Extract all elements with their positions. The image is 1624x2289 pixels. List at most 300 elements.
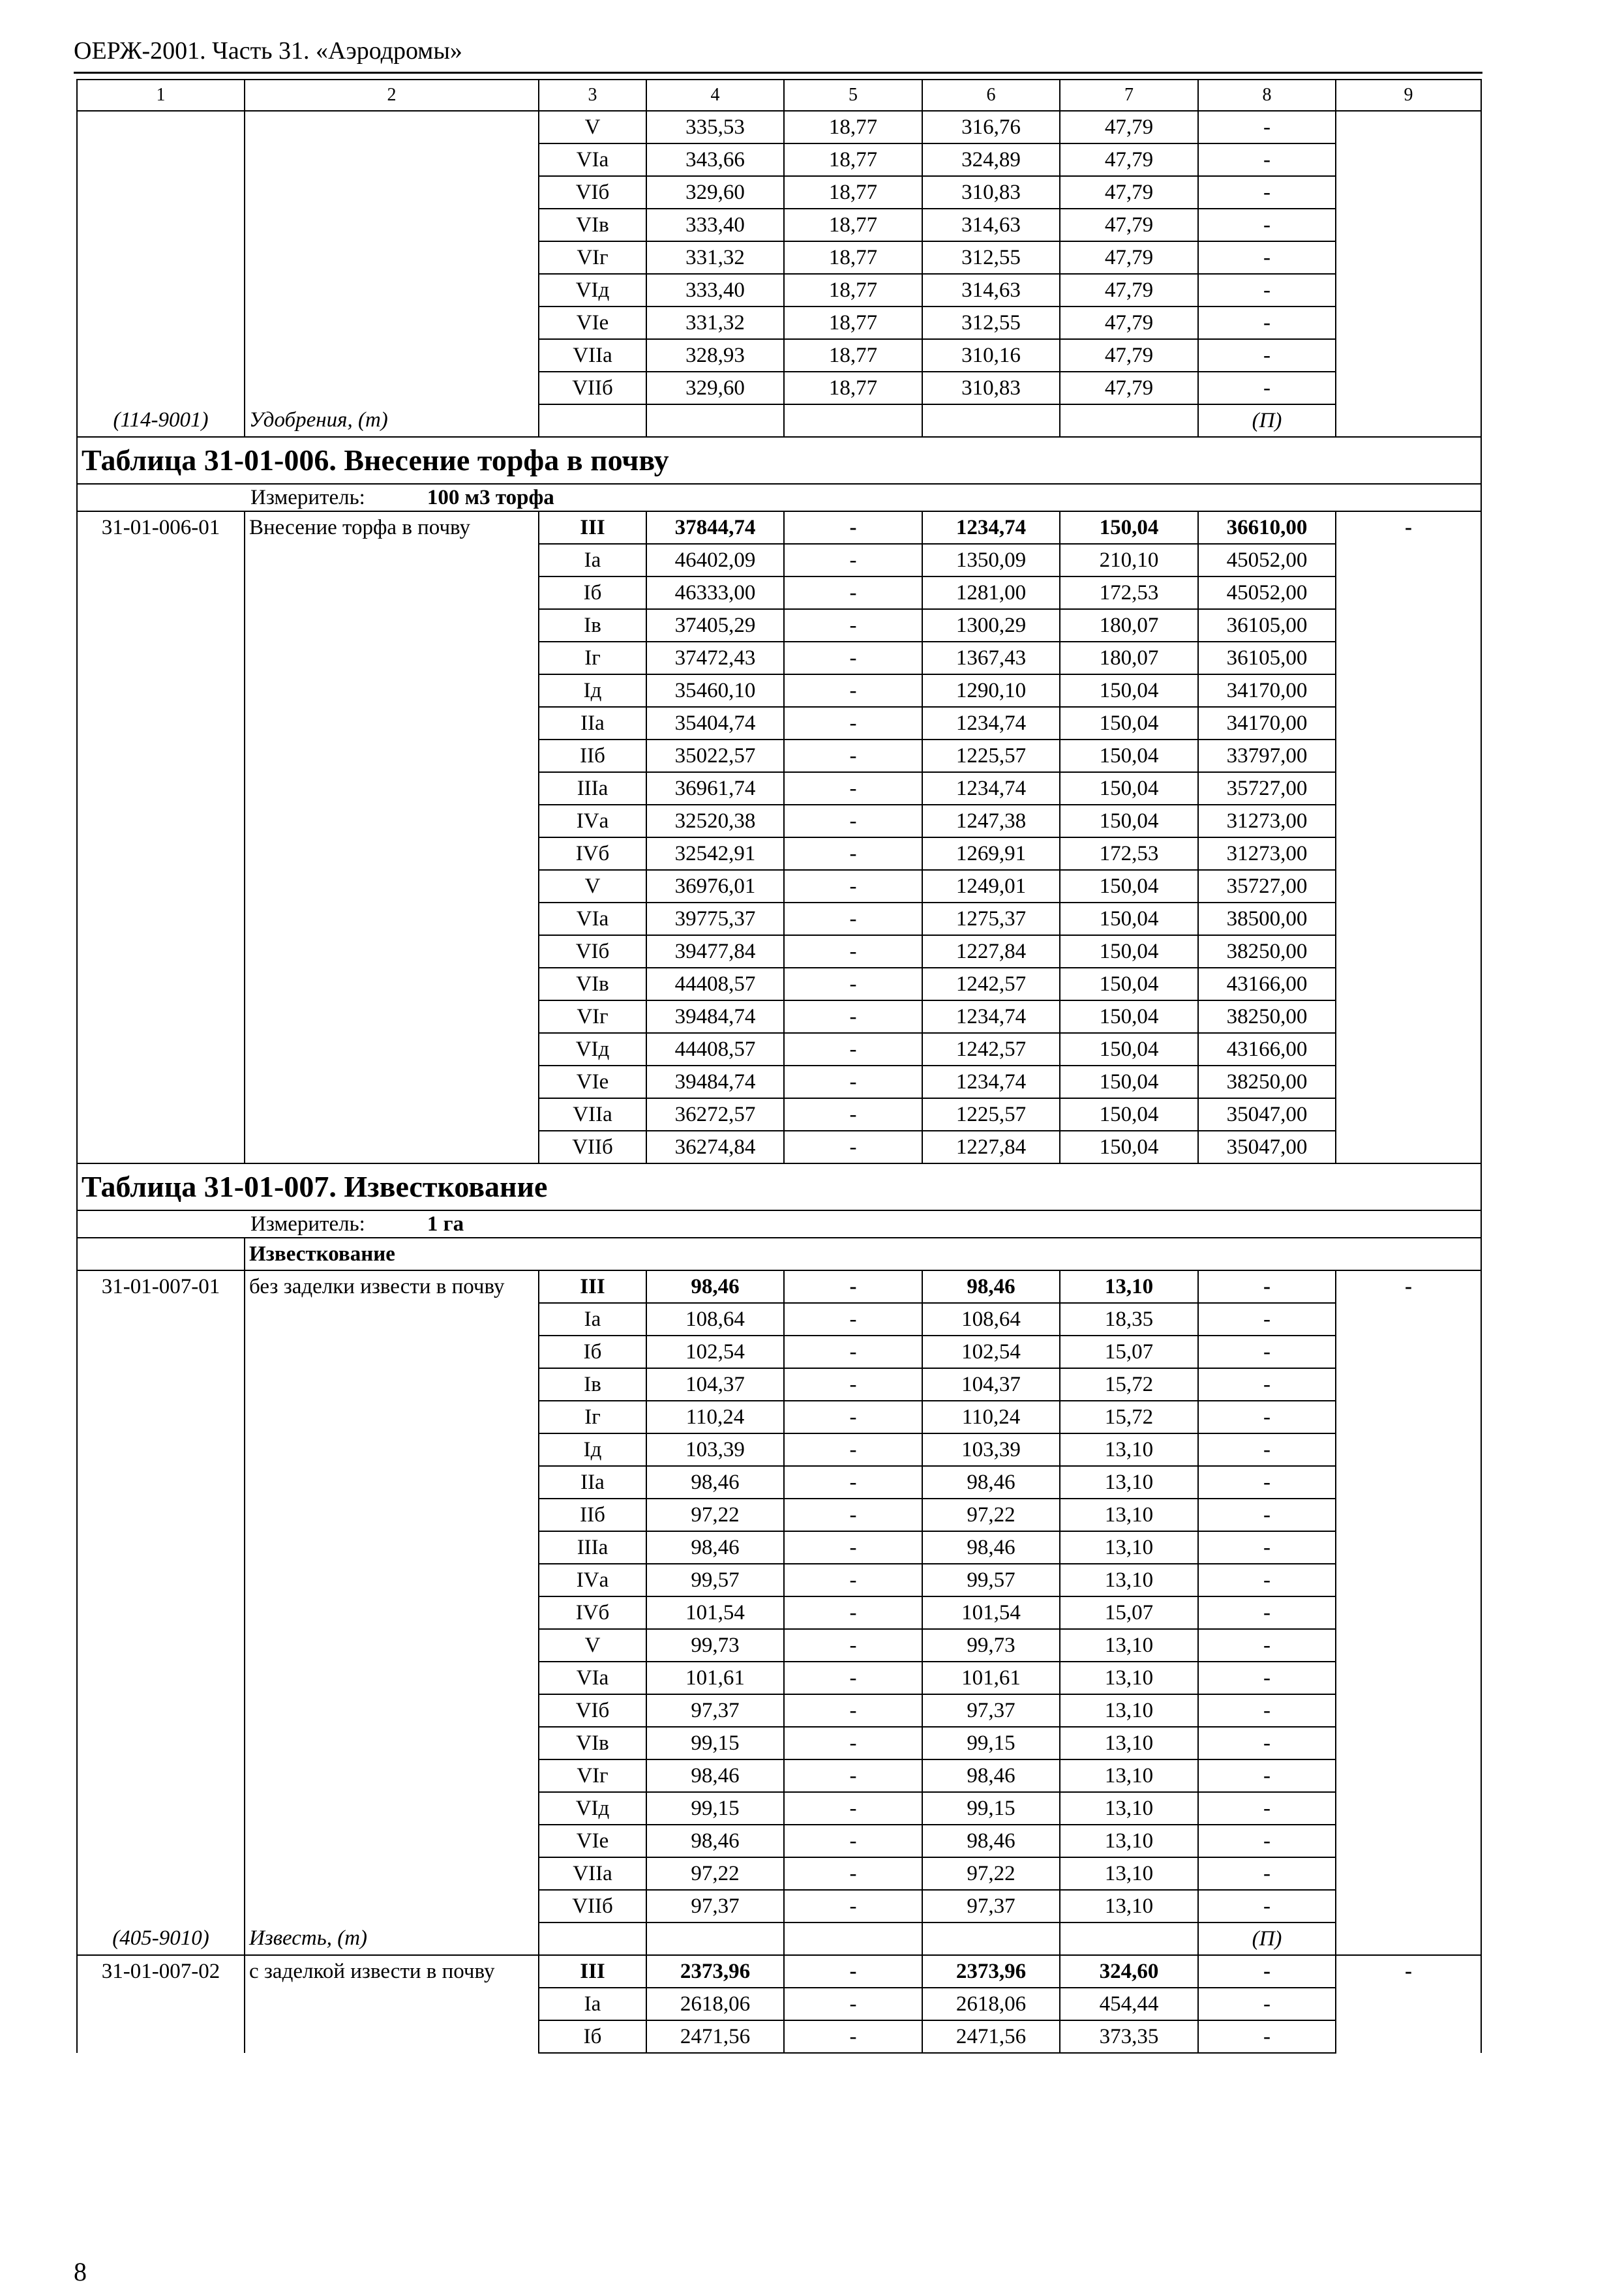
value-cell: - xyxy=(1198,1499,1336,1531)
column-number: 6 xyxy=(922,80,1060,111)
unit-value: 100 м3 торфа xyxy=(427,486,554,509)
table-row-main xyxy=(77,1270,1481,1303)
value-cell: - xyxy=(784,642,922,674)
value-cell: - xyxy=(1198,1564,1336,1596)
value-cell: VIд xyxy=(539,274,646,307)
value-cell: 18,77 xyxy=(784,176,922,209)
empty-cell xyxy=(539,1922,646,1955)
section-title-row xyxy=(77,1163,1481,1210)
value-cell: VIа xyxy=(539,143,646,176)
value-cell: - xyxy=(784,544,922,576)
value-cell: - xyxy=(1198,143,1336,176)
value-cell: 172,53 xyxy=(1060,576,1198,609)
value-cell: 18,77 xyxy=(784,111,922,143)
value-cell: 1249,01 xyxy=(922,870,1060,903)
value-cell: 97,22 xyxy=(646,1857,784,1890)
resource-code: (405-9010) xyxy=(77,1922,245,1955)
value-cell: IIб xyxy=(539,1499,646,1531)
value-cell: - xyxy=(784,1336,922,1368)
value-cell: 343,66 xyxy=(646,143,784,176)
value-cell: Iб xyxy=(539,2020,646,2053)
value-cell: 98,46 xyxy=(922,1466,1060,1499)
value-cell: Iг xyxy=(539,642,646,674)
value-cell: 47,79 xyxy=(1060,111,1198,143)
value-cell: VIв xyxy=(539,209,646,241)
value-cell: 1234,74 xyxy=(922,1000,1060,1033)
value-cell: 98,46 xyxy=(922,1825,1060,1857)
value-cell: 314,63 xyxy=(922,209,1060,241)
value-cell: 47,79 xyxy=(1060,307,1198,339)
value-cell: 150,04 xyxy=(1060,1000,1198,1033)
value-cell: 1234,74 xyxy=(922,1066,1060,1098)
value-cell: 18,77 xyxy=(784,372,922,404)
value-cell: 13,10 xyxy=(1060,1857,1198,1890)
rate-name: Внесение торфа в почву xyxy=(245,511,539,1163)
value-cell: 37844,74 xyxy=(646,511,784,544)
value-cell: 38250,00 xyxy=(1198,1000,1336,1033)
value-cell: 35727,00 xyxy=(1198,870,1336,903)
rate-name: с заделкой извести в почву xyxy=(245,1955,539,2053)
rate-code: 31-01-007-01 xyxy=(77,1270,245,1922)
value-cell: 150,04 xyxy=(1060,935,1198,968)
value-cell: 13,10 xyxy=(1060,1694,1198,1727)
value-cell: - xyxy=(784,1629,922,1662)
value-cell: - xyxy=(1336,1270,1481,1955)
empty-cell xyxy=(1336,111,1481,437)
value-cell: - xyxy=(784,1564,922,1596)
value-cell: 324,60 xyxy=(1060,1955,1198,1988)
value-cell: 13,10 xyxy=(1060,1662,1198,1694)
unit-label: Измеритель: xyxy=(250,1212,365,1236)
value-cell: IVб xyxy=(539,1596,646,1629)
value-cell: 15,72 xyxy=(1060,1401,1198,1433)
value-cell: - xyxy=(1198,1727,1336,1759)
value-cell: Iв xyxy=(539,1368,646,1401)
value-cell: 101,54 xyxy=(922,1596,1060,1629)
value-cell: 36105,00 xyxy=(1198,609,1336,642)
value-cell: - xyxy=(784,1368,922,1401)
column-number: 2 xyxy=(245,80,539,111)
value-cell: - xyxy=(784,968,922,1000)
value-cell: 13,10 xyxy=(1060,1531,1198,1564)
value-cell: 18,77 xyxy=(784,307,922,339)
value-cell: III xyxy=(539,1955,646,1988)
value-cell: - xyxy=(1198,1629,1336,1662)
rate-code: 31-01-006-01 xyxy=(77,511,245,1163)
value-cell: 333,40 xyxy=(646,274,784,307)
value-cell: 13,10 xyxy=(1060,1890,1198,1922)
value-cell: - xyxy=(784,837,922,870)
value-cell: Iг xyxy=(539,1401,646,1433)
value-cell: 18,35 xyxy=(1060,1303,1198,1336)
value-cell: 32520,38 xyxy=(646,805,784,837)
value-cell: 1269,91 xyxy=(922,837,1060,870)
value-cell: 150,04 xyxy=(1060,707,1198,740)
resource-mark: (П) xyxy=(1198,1922,1336,1955)
value-cell: - xyxy=(784,805,922,837)
column-number: 5 xyxy=(784,80,922,111)
value-cell: 13,10 xyxy=(1060,1466,1198,1499)
value-cell: 331,32 xyxy=(646,241,784,274)
value-cell: 38500,00 xyxy=(1198,903,1336,935)
value-cell: 36610,00 xyxy=(1198,511,1336,544)
value-cell: 150,04 xyxy=(1060,1098,1198,1131)
value-cell: - xyxy=(1198,176,1336,209)
value-cell: 39484,74 xyxy=(646,1000,784,1033)
value-cell: 324,89 xyxy=(922,143,1060,176)
value-cell: 39477,84 xyxy=(646,935,784,968)
value-cell: 13,10 xyxy=(1060,1629,1198,1662)
value-cell: 47,79 xyxy=(1060,176,1198,209)
unit-value: 1 га xyxy=(427,1212,464,1236)
value-cell: 36961,74 xyxy=(646,772,784,805)
value-cell: VIг xyxy=(539,241,646,274)
section-title: Таблица 31-01-007. Известкование xyxy=(77,1163,1481,1210)
value-cell: 32542,91 xyxy=(646,837,784,870)
value-cell: 98,46 xyxy=(646,1759,784,1792)
value-cell: 44408,57 xyxy=(646,968,784,1000)
value-cell: 2618,06 xyxy=(646,1988,784,2020)
value-cell: 13,10 xyxy=(1060,1270,1198,1303)
value-cell: 35047,00 xyxy=(1198,1131,1336,1163)
value-cell: - xyxy=(784,1270,922,1303)
value-cell: 1300,29 xyxy=(922,609,1060,642)
section-title: Таблица 31-01-006. Внесение торфа в почву xyxy=(77,437,1481,484)
value-cell: 454,44 xyxy=(1060,1988,1198,2020)
table-row-main xyxy=(77,1955,1481,1988)
value-cell: 97,22 xyxy=(922,1857,1060,1890)
empty-cell xyxy=(646,404,784,437)
value-cell: - xyxy=(1198,1988,1336,2020)
value-cell: 108,64 xyxy=(922,1303,1060,1336)
value-cell: - xyxy=(784,1531,922,1564)
value-cell: 99,57 xyxy=(922,1564,1060,1596)
value-cell: - xyxy=(784,1499,922,1531)
value-cell: 36272,57 xyxy=(646,1098,784,1131)
value-cell: - xyxy=(784,1694,922,1727)
resource-name: Известь, (т) xyxy=(245,1922,539,1955)
value-cell: 102,54 xyxy=(922,1336,1060,1368)
value-cell: III xyxy=(539,1270,646,1303)
value-cell: V xyxy=(539,1629,646,1662)
value-cell: 150,04 xyxy=(1060,511,1198,544)
rates-table xyxy=(76,79,1482,2054)
column-number: 1 xyxy=(77,80,245,111)
value-cell: VIIб xyxy=(539,1890,646,1922)
resource-code: (114-9001) xyxy=(77,404,245,437)
value-cell: VIв xyxy=(539,1727,646,1759)
page-number: 8 xyxy=(74,2257,87,2286)
value-cell: 150,04 xyxy=(1060,772,1198,805)
value-cell: - xyxy=(784,1825,922,1857)
value-cell: - xyxy=(1198,241,1336,274)
value-cell: - xyxy=(784,576,922,609)
value-cell: - xyxy=(1198,1401,1336,1433)
value-cell: 97,37 xyxy=(922,1694,1060,1727)
value-cell: 35404,74 xyxy=(646,707,784,740)
value-cell: 331,32 xyxy=(646,307,784,339)
value-cell: 46333,00 xyxy=(646,576,784,609)
value-cell: VIб xyxy=(539,935,646,968)
section-title-row xyxy=(77,437,1481,484)
value-cell: 210,10 xyxy=(1060,544,1198,576)
value-cell: 1234,74 xyxy=(922,707,1060,740)
value-cell: VIIб xyxy=(539,1131,646,1163)
value-cell: 333,40 xyxy=(646,209,784,241)
value-cell: 103,39 xyxy=(922,1433,1060,1466)
value-cell: 43166,00 xyxy=(1198,1033,1336,1066)
value-cell: 37405,29 xyxy=(646,609,784,642)
value-cell: 329,60 xyxy=(646,176,784,209)
value-cell: VIд xyxy=(539,1033,646,1066)
value-cell: 110,24 xyxy=(646,1401,784,1433)
value-cell: - xyxy=(784,1131,922,1163)
value-cell: IVб xyxy=(539,837,646,870)
value-cell: 98,46 xyxy=(922,1270,1060,1303)
header-rule xyxy=(74,72,1482,74)
value-cell: Iд xyxy=(539,674,646,707)
value-cell: - xyxy=(1198,372,1336,404)
value-cell: 180,07 xyxy=(1060,642,1198,674)
value-cell: Iб xyxy=(539,576,646,609)
empty-cell xyxy=(1060,404,1198,437)
value-cell: 150,04 xyxy=(1060,740,1198,772)
value-cell: 47,79 xyxy=(1060,339,1198,372)
value-cell: - xyxy=(784,903,922,935)
resource-row xyxy=(77,404,1481,437)
table-row xyxy=(77,111,1481,143)
value-cell: 38250,00 xyxy=(1198,1066,1336,1098)
value-cell: 44408,57 xyxy=(646,1033,784,1066)
column-number: 8 xyxy=(1198,80,1336,111)
value-cell: 99,15 xyxy=(922,1727,1060,1759)
value-cell: 310,83 xyxy=(922,176,1060,209)
value-cell: - xyxy=(784,1303,922,1336)
value-cell: - xyxy=(784,707,922,740)
value-cell: VIа xyxy=(539,1662,646,1694)
value-cell: 101,61 xyxy=(922,1662,1060,1694)
value-cell: - xyxy=(784,674,922,707)
value-cell: 13,10 xyxy=(1060,1792,1198,1825)
subheading: Известкование xyxy=(245,1238,1481,1270)
value-cell: 150,04 xyxy=(1060,968,1198,1000)
value-cell: - xyxy=(784,1890,922,1922)
value-cell: - xyxy=(784,1433,922,1466)
value-cell: VIIб xyxy=(539,372,646,404)
value-cell: 33797,00 xyxy=(1198,740,1336,772)
unit-label: Измеритель: xyxy=(250,486,365,509)
value-cell: - xyxy=(1198,1368,1336,1401)
value-cell: IVа xyxy=(539,1564,646,1596)
value-cell: - xyxy=(784,1401,922,1433)
value-cell: VIд xyxy=(539,1792,646,1825)
value-cell: 97,37 xyxy=(646,1890,784,1922)
value-cell: 47,79 xyxy=(1060,209,1198,241)
empty-cell xyxy=(539,404,646,437)
value-cell: 99,15 xyxy=(646,1727,784,1759)
value-cell: 18,77 xyxy=(784,143,922,176)
value-cell: 150,04 xyxy=(1060,903,1198,935)
value-cell: - xyxy=(784,870,922,903)
value-cell: Iа xyxy=(539,1303,646,1336)
value-cell: - xyxy=(784,1955,922,1988)
value-cell: 98,46 xyxy=(646,1466,784,1499)
value-cell: IIб xyxy=(539,740,646,772)
value-cell: - xyxy=(1198,274,1336,307)
value-cell: - xyxy=(784,772,922,805)
value-cell: 1227,84 xyxy=(922,1131,1060,1163)
value-cell: 13,10 xyxy=(1060,1564,1198,1596)
empty-cell xyxy=(77,1238,245,1270)
value-cell: - xyxy=(1198,1694,1336,1727)
value-cell: - xyxy=(784,511,922,544)
value-cell: 99,57 xyxy=(646,1564,784,1596)
value-cell: - xyxy=(1198,1857,1336,1890)
value-cell: V xyxy=(539,111,646,143)
value-cell: - xyxy=(1198,1466,1336,1499)
value-cell: 99,73 xyxy=(922,1629,1060,1662)
value-cell: 104,37 xyxy=(922,1368,1060,1401)
column-number: 4 xyxy=(646,80,784,111)
value-cell: 310,16 xyxy=(922,339,1060,372)
value-cell: 35022,57 xyxy=(646,740,784,772)
value-cell: 36274,84 xyxy=(646,1131,784,1163)
value-cell: 150,04 xyxy=(1060,1033,1198,1066)
value-cell: 18,77 xyxy=(784,209,922,241)
empty-cell xyxy=(646,1922,784,1955)
empty-cell xyxy=(1060,1922,1198,1955)
value-cell: 34170,00 xyxy=(1198,674,1336,707)
value-cell: 99,15 xyxy=(922,1792,1060,1825)
value-cell: 101,61 xyxy=(646,1662,784,1694)
value-cell: 110,24 xyxy=(922,1401,1060,1433)
value-cell: 1281,00 xyxy=(922,576,1060,609)
empty-cell xyxy=(922,1922,1060,1955)
value-cell: VIг xyxy=(539,1759,646,1792)
value-cell: VIе xyxy=(539,307,646,339)
unit-row xyxy=(77,484,1481,511)
value-cell: - xyxy=(1198,111,1336,143)
subheading-row xyxy=(77,1238,1481,1270)
value-cell: 328,93 xyxy=(646,339,784,372)
value-cell: 31273,00 xyxy=(1198,805,1336,837)
value-cell: 310,83 xyxy=(922,372,1060,404)
name-cell xyxy=(245,111,539,404)
value-cell: 1242,57 xyxy=(922,1033,1060,1066)
value-cell: - xyxy=(1198,1596,1336,1629)
value-cell: 13,10 xyxy=(1060,1499,1198,1531)
value-cell: 97,37 xyxy=(922,1890,1060,1922)
empty-cell xyxy=(784,1922,922,1955)
empty-cell xyxy=(784,404,922,437)
value-cell: - xyxy=(784,1596,922,1629)
value-cell: 1247,38 xyxy=(922,805,1060,837)
column-number: 9 xyxy=(1336,80,1481,111)
value-cell: 2373,96 xyxy=(646,1955,784,1988)
value-cell: 97,22 xyxy=(646,1499,784,1531)
value-cell: 2471,56 xyxy=(646,2020,784,2053)
value-cell: 150,04 xyxy=(1060,805,1198,837)
value-cell: IIа xyxy=(539,707,646,740)
value-cell: 2471,56 xyxy=(922,2020,1060,2053)
value-cell: VIг xyxy=(539,1000,646,1033)
value-cell: 329,60 xyxy=(646,372,784,404)
value-cell: 15,07 xyxy=(1060,1336,1198,1368)
value-cell: 38250,00 xyxy=(1198,935,1336,968)
value-cell: 45052,00 xyxy=(1198,544,1336,576)
value-cell: 314,63 xyxy=(922,274,1060,307)
value-cell: - xyxy=(1198,1825,1336,1857)
value-cell: 47,79 xyxy=(1060,143,1198,176)
value-cell: 13,10 xyxy=(1060,1433,1198,1466)
value-cell: - xyxy=(1198,1759,1336,1792)
value-cell: Iб xyxy=(539,1336,646,1368)
value-cell: 13,10 xyxy=(1060,1727,1198,1759)
value-cell: V xyxy=(539,870,646,903)
value-cell: - xyxy=(1336,511,1481,1163)
value-cell: 1225,57 xyxy=(922,1098,1060,1131)
value-cell: 335,53 xyxy=(646,111,784,143)
unit-cell xyxy=(77,1210,1481,1238)
value-cell: 101,54 xyxy=(646,1596,784,1629)
value-cell: 150,04 xyxy=(1060,674,1198,707)
value-cell: 316,76 xyxy=(922,111,1060,143)
value-cell: - xyxy=(784,1098,922,1131)
value-cell: 98,46 xyxy=(922,1759,1060,1792)
value-cell: 35727,00 xyxy=(1198,772,1336,805)
value-cell: Iа xyxy=(539,544,646,576)
value-cell: - xyxy=(1198,1955,1336,1988)
value-cell: 13,10 xyxy=(1060,1759,1198,1792)
value-cell: - xyxy=(1198,1433,1336,1466)
value-cell: IVа xyxy=(539,805,646,837)
resource-row xyxy=(77,1922,1481,1955)
value-cell: III xyxy=(539,511,646,544)
value-cell: 1290,10 xyxy=(922,674,1060,707)
value-cell: 172,53 xyxy=(1060,837,1198,870)
value-cell: VIб xyxy=(539,176,646,209)
value-cell: Iв xyxy=(539,609,646,642)
value-cell: VIIа xyxy=(539,1857,646,1890)
value-cell: 39484,74 xyxy=(646,1066,784,1098)
value-cell: 46402,09 xyxy=(646,544,784,576)
value-cell: IIIа xyxy=(539,772,646,805)
value-cell: - xyxy=(1198,1531,1336,1564)
value-cell: VIIа xyxy=(539,339,646,372)
column-number: 3 xyxy=(539,80,646,111)
value-cell: - xyxy=(1198,209,1336,241)
value-cell: 2618,06 xyxy=(922,1988,1060,2020)
value-cell: IIа xyxy=(539,1466,646,1499)
value-cell: VIа xyxy=(539,903,646,935)
value-cell: 15,07 xyxy=(1060,1596,1198,1629)
value-cell: 43166,00 xyxy=(1198,968,1336,1000)
column-number: 7 xyxy=(1060,80,1198,111)
value-cell: 1367,43 xyxy=(922,642,1060,674)
resource-name: Удобрения, (т) xyxy=(245,404,539,437)
value-cell: 98,46 xyxy=(646,1825,784,1857)
value-cell: 99,73 xyxy=(646,1629,784,1662)
value-cell: 1350,09 xyxy=(922,544,1060,576)
value-cell: 150,04 xyxy=(1060,1131,1198,1163)
value-cell: - xyxy=(784,1066,922,1098)
value-cell: 36105,00 xyxy=(1198,642,1336,674)
value-cell: 150,04 xyxy=(1060,870,1198,903)
value-cell: 47,79 xyxy=(1060,372,1198,404)
value-cell: 98,46 xyxy=(646,1531,784,1564)
value-cell: - xyxy=(784,1662,922,1694)
value-cell: - xyxy=(1336,1955,1481,2053)
